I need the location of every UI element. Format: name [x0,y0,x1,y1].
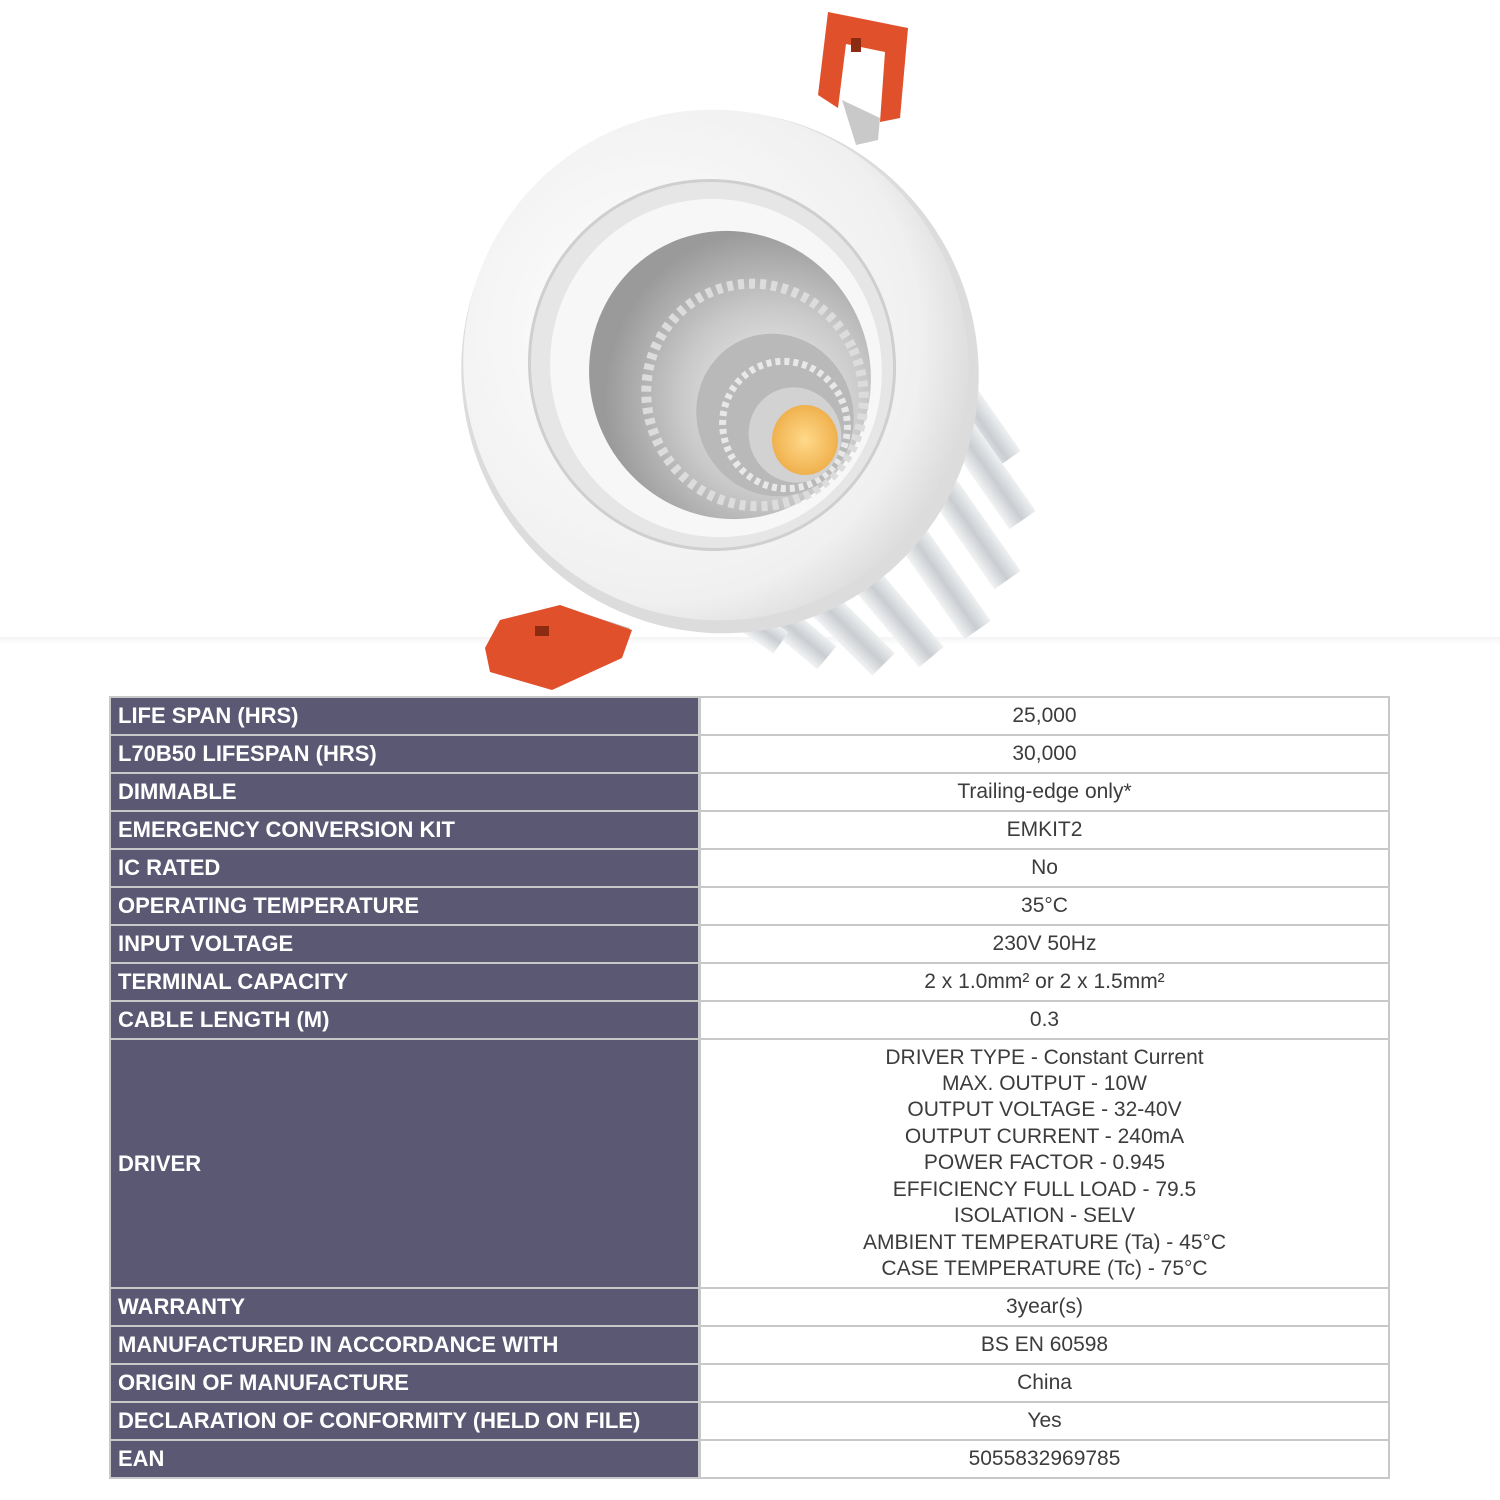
spec-row-terminal-capacity [110,963,1389,1001]
led-chip [772,405,838,475]
spec-label: EAN [110,1440,700,1478]
spec-row-driver [110,1039,1389,1288]
spec-row-life-span [110,697,1389,735]
spec-value: 30,000 [700,735,1390,773]
spec-row-cable-length [110,1001,1389,1039]
spec-row-dimmable [110,773,1389,811]
spec-value: EMKIT2 [700,811,1390,849]
spec-label: ORIGIN OF MANUFACTURE [110,1364,700,1402]
spec-label: WARRANTY [110,1288,700,1326]
spec-value: 3year(s) [700,1288,1390,1326]
spec-value: No [700,849,1390,887]
driver-line: CASE TEMPERATURE (Tc) - 75°C [881,1256,1208,1280]
spec-row-warranty [110,1288,1389,1326]
driver-line: POWER FACTOR - 0.945 [923,1151,1166,1175]
driver-line: DRIVER TYPE - Constant Current [885,1045,1204,1069]
spec-table [109,696,1390,1479]
spec-label: IC RATED [110,849,700,887]
spec-row-origin [110,1364,1389,1402]
spec-row-declaration [110,1402,1389,1440]
spec-row-l70b50-lifespan [110,735,1389,773]
spring-clip-top [818,12,908,145]
driver-line: OUTPUT VOLTAGE - 32-40V [907,1098,1182,1122]
spec-label: TERMINAL CAPACITY [110,963,700,1001]
spec-label: CABLE LENGTH (M) [110,1001,700,1039]
spec-value: Trailing-edge only* [700,773,1390,811]
downlight-product-image [430,0,1070,690]
spec-label: DECLARATION OF CONFORMITY (HELD ON FILE) [110,1402,700,1440]
spec-row-input-voltage [110,925,1389,963]
spec-label: LIFE SPAN (HRS) [110,697,700,735]
spec-row-emergency-kit [110,811,1389,849]
spec-value: China [700,1364,1390,1402]
spec-label: DRIVER [110,1039,700,1288]
spec-value: 2 x 1.0mm² or 2 x 1.5mm² [700,963,1390,1001]
driver-line: OUTPUT CURRENT - 240mA [904,1124,1185,1148]
spring-clip-bottom [485,605,632,690]
spec-label: EMERGENCY CONVERSION KIT [110,811,700,849]
spec-value: 5055832969785 [700,1440,1390,1478]
spec-label: OPERATING TEMPERATURE [110,887,700,925]
driver-line: EFFICIENCY FULL LOAD - 79.5 [892,1177,1197,1201]
spec-value: 25,000 [700,697,1390,735]
spec-row-operating-temperature [110,887,1389,925]
spec-label: L70B50 LIFESPAN (HRS) [110,735,700,773]
spec-row-ic-rated [110,849,1389,887]
spec-value: 0.3 [700,1001,1390,1039]
spec-label: INPUT VOLTAGE [110,925,700,963]
spec-value: 35°C [700,887,1390,925]
driver-line: MAX. OUTPUT - 10W [942,1072,1147,1096]
driver-line: ISOLATION - SELV [953,1204,1136,1228]
driver-details [700,1039,1390,1288]
spec-value: Yes [700,1402,1390,1440]
spec-row-manufactured-standard [110,1326,1389,1364]
driver-line: AMBIENT TEMPERATURE (Ta) - 45°C [862,1230,1227,1254]
spec-value: 230V 50Hz [700,925,1390,963]
spec-label: DIMMABLE [110,773,700,811]
spec-label: MANUFACTURED IN ACCORDANCE WITH [110,1326,700,1364]
spec-value: BS EN 60598 [700,1326,1390,1364]
spec-row-ean [110,1440,1389,1478]
